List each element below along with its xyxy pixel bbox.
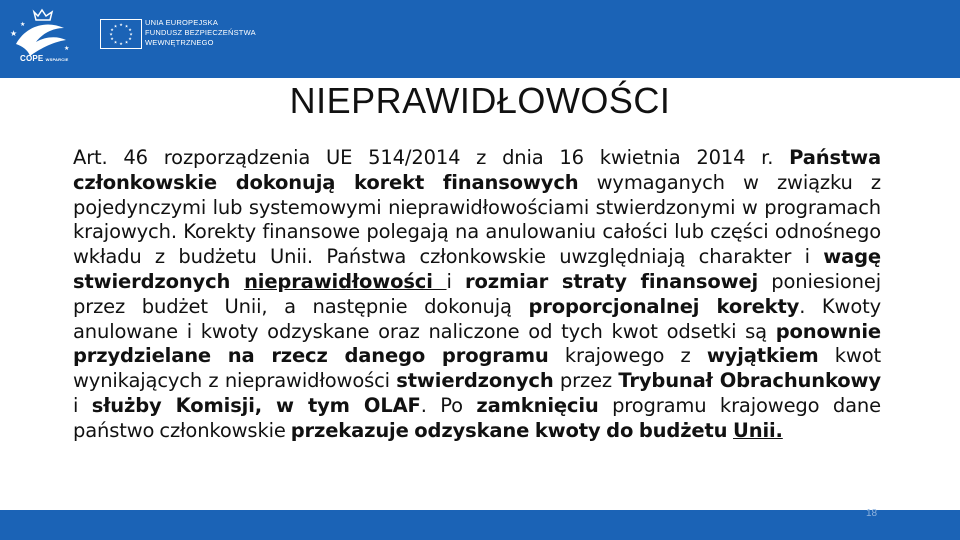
eu-line-2: FUNDUSZ BEZPIECZEŃSTWA: [145, 28, 256, 37]
header-bar: [0, 0, 960, 78]
svg-text:★: ★: [10, 29, 18, 38]
svg-text:★: ★: [128, 36, 132, 41]
svg-text:★: ★: [124, 23, 129, 29]
svg-text:★: ★: [128, 27, 132, 32]
svg-text:★: ★: [64, 46, 70, 52]
cope-name: COPE: [20, 54, 44, 63]
text-run: krajowego z: [548, 344, 707, 368]
text-run-bold-underline: Unii.: [733, 418, 783, 442]
svg-text:★: ★: [109, 31, 113, 37]
slide-title: NIEPRAWIDŁOWOŚCI: [289, 80, 671, 121]
text-run-bold: proporcjonalnej korekty: [528, 294, 800, 318]
svg-text:★: ★: [20, 22, 26, 28]
text-run-bold: służby Komisji, w tym OLAF: [91, 393, 421, 417]
text-run: . Po: [420, 393, 477, 417]
text-run-bold: zamknięciu: [476, 393, 599, 417]
text-run-bold: wyjątkiem: [706, 344, 819, 368]
svg-text:★: ★: [110, 27, 114, 32]
text-run-bold-underline: nieprawidłowości: [244, 269, 447, 293]
text-run-bold: Państwa członkowskie dokonują korekt finansowych: [73, 146, 881, 194]
text-run: wymaganych w związku z pojedynczymi lub systemowymi nieprawidłowościami stwierdzonymi w programach krajowych. Korekty finansowe polegają na anulowaniu całości lub części odnośnego wkładu z budżetu Unii. Państwa członkowskie uwzględniają charakter i: [73, 170, 882, 269]
text-run: poniesionej przez budżet Unii, a następnie dokonują: [73, 269, 881, 318]
text-run-bold: Trybunał Obrachunkowy: [618, 369, 881, 393]
cope-logo-text: [20, 54, 69, 63]
text-run: i: [446, 269, 466, 293]
text-run: . Kwoty anulowane i kwoty odzyskane oraz naliczone od tych kwot odsetki są: [73, 294, 882, 343]
text-run: przez: [553, 369, 619, 393]
svg-text:★: ★: [119, 22, 123, 27]
text-run: Art. 46 rozporządzenia UE 514/2014 z dnia 16 kwietnia 2014 r.: [73, 146, 790, 169]
text-run: programu krajowego dane państwo członkowskie: [73, 393, 881, 442]
text-run-bold: wagę stwierdzonych: [73, 245, 881, 293]
svg-text:★: ★: [129, 31, 133, 37]
text-run-bold: stwierdzonych: [396, 369, 554, 393]
svg-text:★: ★: [119, 41, 123, 46]
eu-line-3: WEWNĘTRZNEGO: [145, 38, 214, 47]
svg-text:★: ★: [110, 36, 114, 41]
eu-line-1: UNIA EUROPEJSKA: [145, 18, 219, 27]
eu-flag-icon: [100, 19, 142, 49]
eu-fund-label: [145, 18, 256, 48]
svg-text:★: ★: [124, 39, 129, 45]
svg-text:★: ★: [113, 39, 118, 45]
body-paragraph: [73, 146, 881, 444]
text-run-bold: rozmiar straty finansowej: [465, 269, 759, 293]
page-number: 18: [866, 508, 878, 519]
text-run: kwot wynikających z nieprawidłowości: [73, 344, 881, 393]
footer-bar: [0, 510, 960, 540]
cope-subname: WSPARCIE: [45, 57, 69, 62]
text-run-bold: przekazuje odzyskane kwoty do budżetu: [290, 418, 734, 442]
text-run-bold: ponownie przydzielane na rzecz danego programu: [73, 319, 881, 368]
text-run: i: [73, 393, 92, 417]
svg-text:★: ★: [113, 23, 118, 29]
